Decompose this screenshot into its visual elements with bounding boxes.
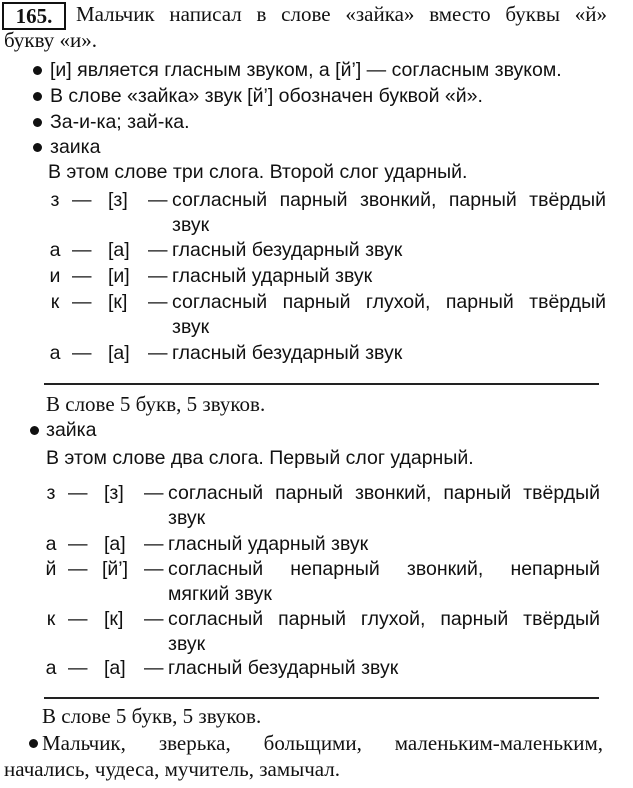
bullet-text: В слове «зайка» звук [й’] обозначен буквой «й». — [50, 85, 483, 107]
row-dash: — — [68, 608, 88, 630]
row-description: гласный безударный звук — [172, 342, 403, 364]
bullet-icon — [33, 92, 42, 101]
right-summary: В слове 5 букв, 5 звуков. — [42, 704, 262, 728]
bullet-icon — [33, 66, 42, 75]
row-description: согласный парный глухой, парный твёрдый — [172, 291, 606, 313]
row-description: гласный ударный звук — [172, 265, 373, 287]
bullet-icon — [30, 426, 39, 435]
wrong-intro: В этом слове три слога. Второй слог ударный. — [48, 161, 468, 183]
row-dash: — — [144, 533, 164, 555]
row-letter: й — [45, 558, 57, 580]
row-letter: и — [49, 265, 61, 287]
bullet-text: За-и-ка; зай-ка. — [50, 111, 190, 133]
row-letter: а — [45, 533, 57, 555]
row-letter: а — [49, 342, 61, 364]
row-letter: а — [45, 657, 57, 679]
row-sound: [з] — [108, 189, 128, 211]
row-letter: к — [46, 608, 56, 630]
wrong-word: заика — [50, 136, 101, 158]
row-letter: а — [49, 239, 61, 261]
row-continuation: мягкий звук — [168, 583, 272, 605]
row-description: согласный непарный звонкий, непарный — [168, 558, 600, 580]
row-continuation: звук — [168, 633, 206, 655]
bullet-icon — [33, 118, 42, 127]
row-sound: [к] — [104, 608, 124, 630]
row-description: согласный парный звонкий, парный твёрдый — [172, 189, 606, 211]
row-dash: — — [72, 239, 92, 261]
divider — [44, 383, 599, 385]
row-dash: — — [148, 291, 168, 313]
row-dash: — — [144, 558, 164, 580]
row-dash: — — [68, 482, 88, 504]
row-sound: [й’] — [102, 558, 129, 580]
divider — [44, 697, 599, 699]
row-sound: [и] — [108, 265, 130, 287]
final-line-1: Мальчик, зверька, больщими, маленьким-маленьким, — [42, 731, 603, 755]
row-description: гласный ударный звук — [168, 533, 369, 555]
row-sound: [а] — [104, 533, 126, 555]
right-intro: В этом слове два слога. Первый слог ударный. — [46, 447, 474, 469]
row-description: гласный безударный звук — [172, 239, 403, 261]
row-description: согласный парный звонкий, парный твёрдый — [168, 482, 600, 504]
row-dash: — — [72, 265, 92, 287]
wrong-summary: В слове 5 букв, 5 звуков. — [46, 392, 266, 416]
row-sound: [а] — [104, 657, 126, 679]
row-continuation: звук — [172, 214, 210, 236]
row-description: согласный парный глухой, парный твёрдый — [168, 608, 600, 630]
row-dash: — — [68, 657, 88, 679]
row-dash: — — [72, 189, 92, 211]
right-word: зайка — [46, 419, 97, 441]
row-letter: з — [50, 189, 60, 211]
task-text-line-1: Мальчик написал в слове «зайка» вместо буквы «й» — [76, 2, 607, 26]
task-text-line-2: букву «и». — [4, 28, 98, 52]
bullet-icon — [29, 739, 38, 748]
row-description: гласный безударный звук — [168, 657, 399, 679]
bullet-text: [и] является гласным звуком, а [й’] — согласным звуком. — [50, 59, 562, 81]
row-continuation: звук — [168, 507, 206, 529]
row-dash: — — [148, 239, 168, 261]
row-dash: — — [72, 342, 92, 364]
row-sound: [з] — [104, 482, 124, 504]
row-letter: к — [50, 291, 60, 313]
row-dash: — — [68, 533, 88, 555]
row-dash: — — [144, 657, 164, 679]
row-dash: — — [144, 482, 164, 504]
row-dash: — — [72, 291, 92, 313]
row-sound: [к] — [108, 291, 128, 313]
row-dash: — — [144, 608, 164, 630]
row-dash: — — [148, 342, 168, 364]
row-sound: [а] — [108, 342, 130, 364]
row-dash: — — [148, 265, 168, 287]
bullet-icon — [33, 143, 42, 152]
final-line-2: начались, чудеса, мучитель, замычал. — [4, 757, 341, 781]
row-continuation: звук — [172, 316, 210, 338]
task-number: 165. — [2, 2, 66, 30]
row-dash: — — [68, 558, 88, 580]
row-sound: [а] — [108, 239, 130, 261]
row-letter: з — [46, 482, 56, 504]
row-dash: — — [148, 189, 168, 211]
